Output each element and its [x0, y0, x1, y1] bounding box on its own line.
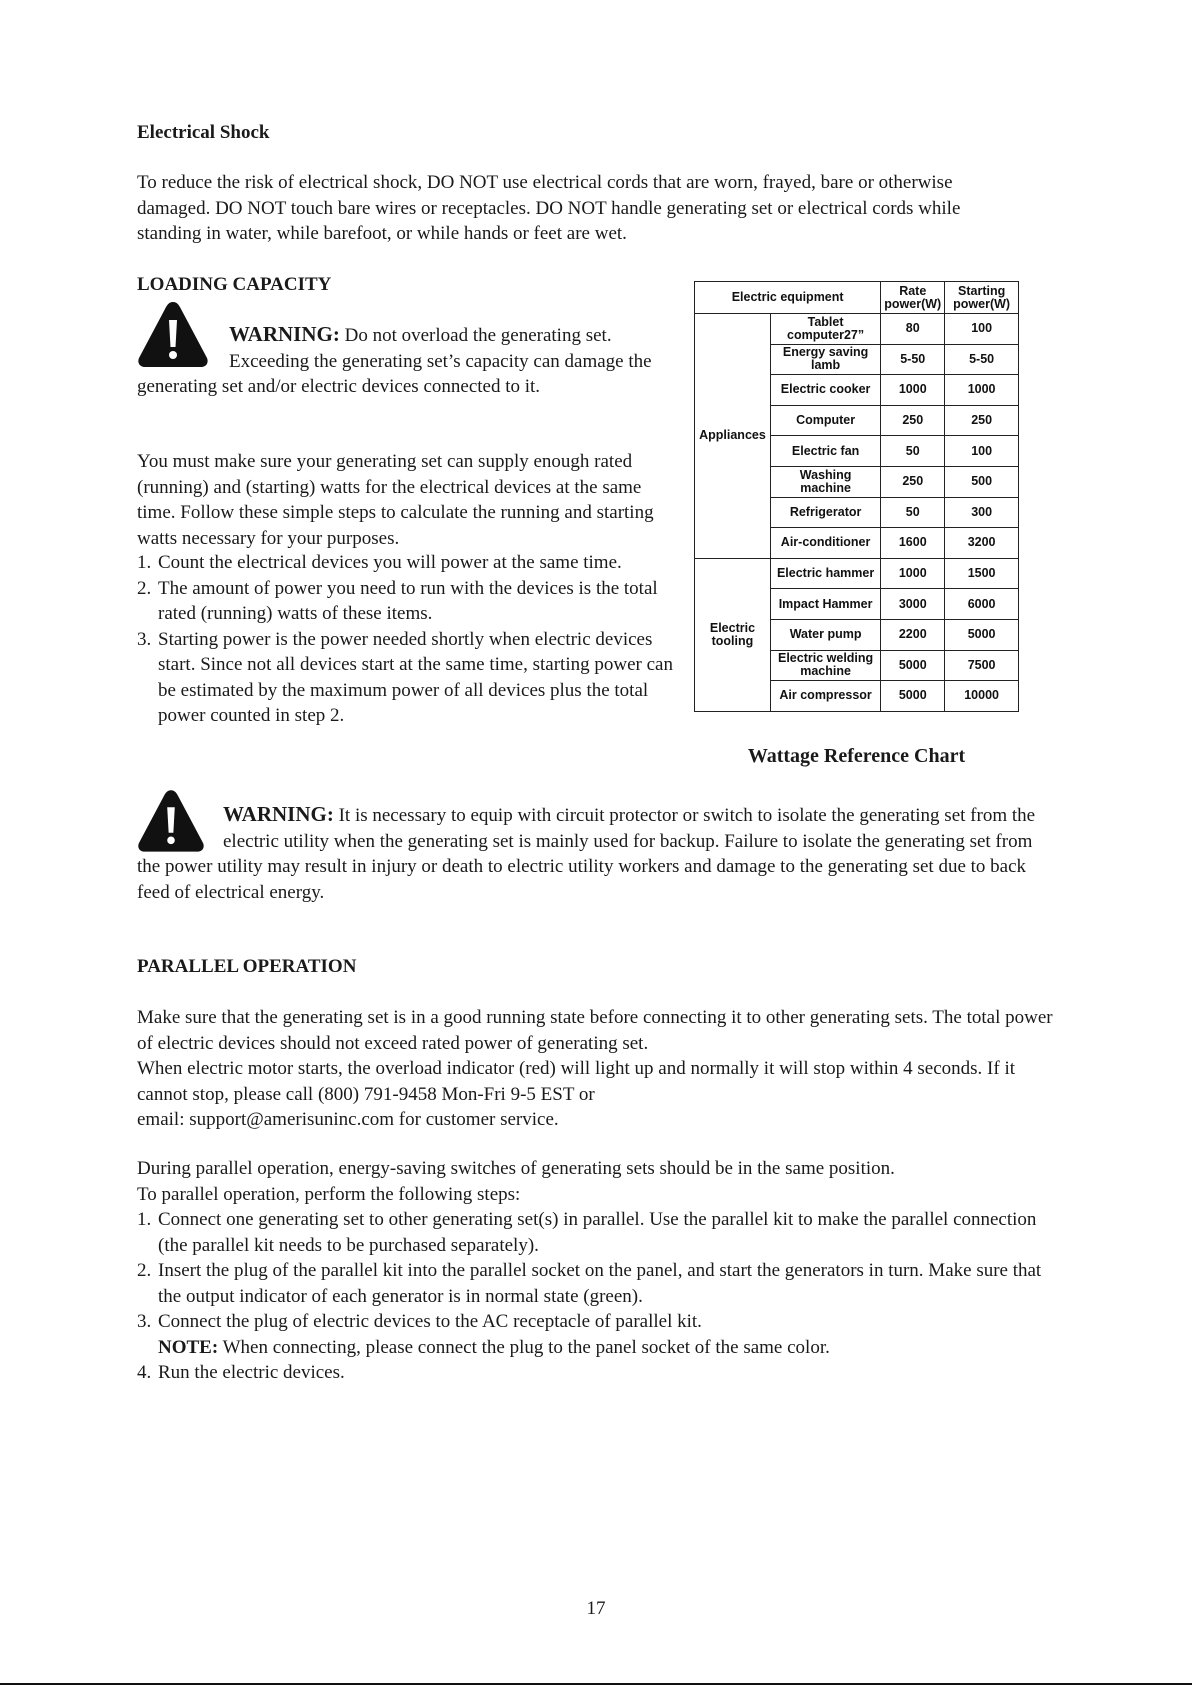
table-row: Refrigerator 50 300 — [695, 497, 1019, 528]
table-row: Air compressor 5000 10000 — [695, 681, 1019, 712]
loading-steps-list — [137, 550, 677, 729]
loading-capacity-intro: You must make sure your generating set can supply enough rated (running) and (starting) watts for the electrical devices at the same time. Follow these simple steps to calculate the running and starting watts necessary for your purposes. — [137, 451, 654, 549]
page-number: 17 — [586, 1598, 606, 1619]
electrical-shock-heading: Electrical Shock — [137, 122, 270, 143]
table-row: Air-conditioner 1600 3200 — [695, 528, 1019, 559]
header-rate-power: Rate power(W) — [881, 282, 945, 314]
list-item: 3. Starting power is the power needed shortly when electric devices start. Since not all devices start at the same time, starting power can be estimated by the maximum power of all devices plus the total power counted in step 2. — [137, 628, 673, 726]
parallel-steps-section — [137, 1156, 1067, 1386]
table-row: Electric fan 50 100 — [695, 436, 1019, 467]
table-row: Impact Hammer 3000 6000 — [695, 589, 1019, 620]
table-row: Electric tooling Electric hammer 1000 1500 — [695, 558, 1019, 589]
list-item: 1. Count the electrical devices you will power at the same time. — [137, 552, 622, 573]
loading-capacity-heading: LOADING CAPACITY — [137, 274, 332, 295]
note-text: When connecting, please connect the plug to the panel socket of the same color. — [218, 1336, 830, 1358]
parallel-paragraph-2: When electric motor starts, the overload indicator (red) will light up and normally it will stop within 4 seconds. If it cannot stop, please call (800) 791-9458 Mon-Fri 9-5 EST or — [137, 1058, 1016, 1105]
warning-label: WARNING: — [223, 802, 334, 826]
backfeed-warning-text: It is necessary to equip with circuit protector or switch to isolate the generating set from the electric utility when the generating set is mainly used for backup. Failure to isolate the generating set from the power utility may result in injury or death to electric utility workers and damage to the generating set due to back feed of electrical energy. — [137, 805, 1036, 903]
list-item: 3. Connect the plug of electric devices to the AC receptacle of parallel kit. NOTE: When connecting, please connect the plug to the panel socket of the same color. — [137, 1311, 830, 1358]
parallel-paragraph-1: Make sure that the generating set is in a good running state before connecting it to other generating sets. The total power of electric devices should not exceed rated power of generating set. — [137, 1007, 1053, 1054]
group-electric-tooling: Electric tooling — [695, 558, 771, 711]
overload-warning-paragraph — [137, 322, 665, 400]
list-item: 1. Connect one generating set to other generating set(s) in parallel. Use the parallel kit to make the parallel connection (the parallel kit needs to be purchased separately). — [137, 1209, 1037, 1256]
table-row: Computer 250 250 — [695, 405, 1019, 436]
table-header-row — [695, 282, 1019, 314]
table-row: Water pump 2200 5000 — [695, 619, 1019, 650]
parallel-paragraph-5: To parallel operation, perform the following steps: — [137, 1183, 521, 1205]
table-row: Electric welding machine 5000 7500 — [695, 650, 1019, 681]
note-label: NOTE: — [158, 1336, 219, 1358]
overload-warning-text: Do not overload the generating set. Exceeding the generating set’s capacity can damage the generating set and/or electric devices connected to it. — [137, 325, 652, 397]
electrical-shock-paragraph: To reduce the risk of electrical shock, DO NOT use electrical cords that are worn, frayed, bare or otherwise damaged. DO NOT touch bare wires or receptacles. DO NOT handle generating set or electrical cords while standing in water, while barefoot, or while hands or feet are wet. — [137, 172, 961, 244]
warning-label: WARNING: — [229, 322, 340, 346]
table-row: Electric cooker 1000 1000 — [695, 375, 1019, 406]
parallel-operation-body — [137, 1005, 1067, 1133]
list-item: 2. The amount of power you need to run with the devices is the total rated (running) watts of these items. — [137, 577, 658, 624]
parallel-operation-heading: PARALLEL OPERATION — [137, 956, 357, 977]
group-appliances: Appliances — [695, 314, 771, 559]
header-electric-equipment: Electric equipment — [695, 282, 881, 314]
wattage-chart-caption: Wattage Reference Chart — [747, 745, 966, 767]
table-row: Appliances Tablet computer27” 80 100 — [695, 314, 1019, 345]
parallel-paragraph-3: email: support@amerisuninc.com for customer service. — [137, 1109, 559, 1130]
wattage-reference-table — [694, 281, 1019, 712]
table-row: Energy saving lamb 5-50 5-50 — [695, 344, 1019, 375]
header-starting-power: Starting power(W) — [945, 282, 1019, 314]
table-row: Washing machine 250 500 — [695, 466, 1019, 497]
parallel-steps-list — [137, 1207, 1067, 1386]
parallel-paragraph-4: During parallel operation, energy-saving switches of generating sets should be in the same position. — [137, 1158, 895, 1179]
list-item: 2. Insert the plug of the parallel kit into the parallel socket on the panel, and start the generators in turn. Make sure that the output indicator of each generator is in normal state (green). — [137, 1260, 1042, 1307]
list-item: 4. Run the electric devices. — [137, 1362, 345, 1383]
backfeed-warning-paragraph — [137, 802, 1057, 905]
